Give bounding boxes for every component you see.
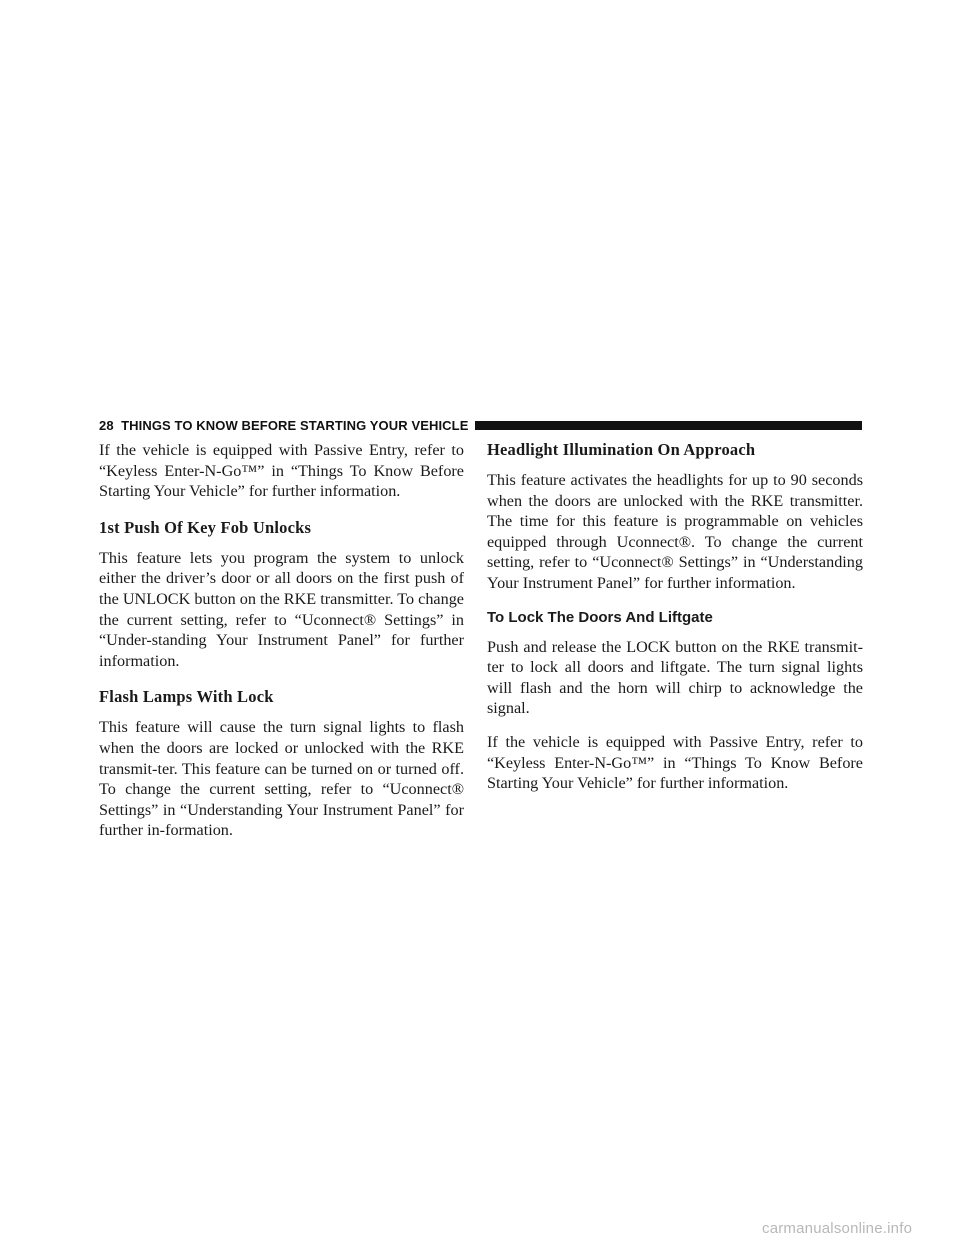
headlight-illumination-paragraph: This feature activates the headlights for up to 90 seconds when the doors are unlocked with the RKE transmitter. The time for this feature is programmable on vehicles equipped through Uconnect®. To change the current setting, refer to “Uconnect® Settings” in “Understanding Your Instrument Panel” for further information.	[487, 471, 863, 592]
lock-doors-heading: To Lock The Doors And Liftgate	[487, 608, 713, 626]
page-number: 28	[99, 417, 114, 433]
page-header	[99, 418, 862, 432]
watermark-text: carmanualsonline.info	[762, 1220, 913, 1237]
header-rule	[475, 421, 862, 430]
left-column	[99, 440, 464, 854]
key-fob-unlocks-paragraph: This feature lets you program the system to unlock either the driver’s door or all doors on the first push of the UNLOCK button on the RKE transmitter. To change the current setting, refer to “Uconnect® Settings” in “Under-standing Your Instrument Panel” for further information.	[99, 548, 464, 670]
headlight-illumination-heading: Headlight Illumination On Approach	[487, 440, 756, 459]
right-column	[487, 440, 863, 807]
section-title: THINGS TO KNOW BEFORE STARTING YOUR VEHICLE	[121, 417, 469, 433]
flash-lamps-paragraph: This feature will cause the turn signal lights to flash when the doors are locked or unlocked with the RKE transmit-ter. This feature can be turned on or turned off. To change the current setting, refer to “Uconnect® Settings” in “Understanding Your Instrument Panel” for further in-formation.	[99, 718, 464, 840]
lock-doors-paragraph: Push and release the LOCK button on the RKE transmit-ter to lock all doors and liftgate. The turn signal lights will flash and the horn will chirp to acknowledge the signal.	[487, 637, 863, 718]
intro-paragraph: If the vehicle is equipped with Passive Entry, refer to “Keyless Enter-N-Go™” in “Things To Know Before Starting Your Vehicle” for further information.	[99, 441, 464, 501]
flash-lamps-heading: Flash Lamps With Lock	[99, 687, 274, 707]
key-fob-unlocks-heading: 1st Push Of Key Fob Unlocks	[99, 517, 312, 537]
page-header-text	[99, 418, 468, 433]
passive-entry-paragraph: If the vehicle is equipped with Passive Entry, refer to “Keyless Enter-N-Go™” in “Things To Know Before Starting Your Vehicle” for further information.	[487, 732, 863, 793]
